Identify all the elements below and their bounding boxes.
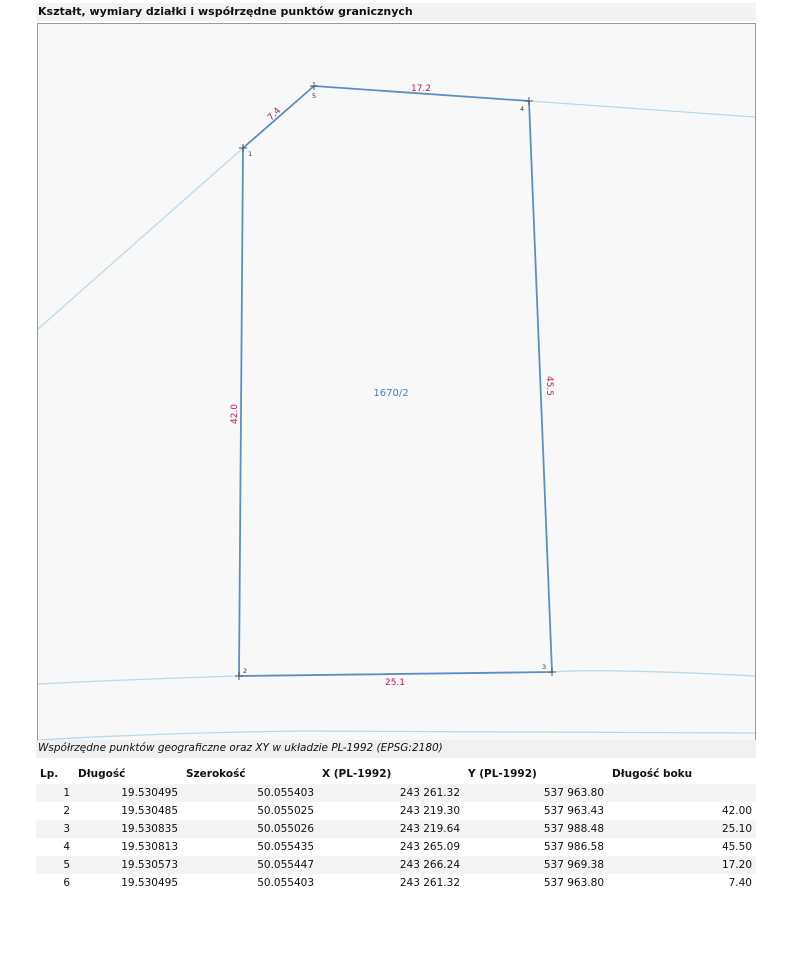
cell-lp: 4 xyxy=(63,841,70,853)
side-length-4-5: 17.2 xyxy=(410,84,432,94)
cell-x: 243 265.09 xyxy=(399,841,460,853)
point-label-5: 5 xyxy=(312,92,317,100)
cell-lp: 3 xyxy=(36,820,74,838)
cell-lp: 5 xyxy=(36,856,74,874)
point-marker-4[interactable] xyxy=(525,97,533,105)
coordinates-caption: Współrzędne punktów geograficzne oraz XY w układzie PL-1992 (EPSG:2180) xyxy=(38,742,443,754)
table-row xyxy=(36,856,756,874)
cell-side-length xyxy=(608,784,756,802)
cell-longitude: 19.530573 xyxy=(74,856,182,874)
table-row xyxy=(36,802,756,820)
cell-x: 243 266.24 xyxy=(318,856,464,874)
cell-longitude: 19.530813 xyxy=(121,841,178,853)
point-markers xyxy=(235,82,556,680)
cell-x: 243 219.30 xyxy=(399,805,460,817)
section-title: Kształt, wymiary działki i współrzędne punktów granicznych xyxy=(38,5,413,18)
side-length-5-1: 7.4 xyxy=(265,105,284,124)
point-label-4: 4 xyxy=(520,105,525,113)
cell-side-length: 7.40 xyxy=(728,877,752,889)
header-y: Y (PL-1992) xyxy=(468,768,537,780)
cell-y: 537 988.48 xyxy=(464,820,608,838)
header-lp: Lp. xyxy=(40,768,59,780)
header-longitude: Długość xyxy=(78,768,126,780)
parcel-outline[interactable] xyxy=(239,86,552,676)
table-header-row xyxy=(36,764,756,784)
cell-y: 537 963.80 xyxy=(543,877,604,889)
coordinates-caption-bar xyxy=(36,740,756,758)
point-label-3: 3 xyxy=(542,663,547,671)
point-marker-2[interactable] xyxy=(235,672,243,680)
parcel-number-label: 1670/2 xyxy=(373,388,409,399)
cell-x: 243 261.32 xyxy=(399,877,460,889)
cell-longitude: 19.530485 xyxy=(121,805,178,817)
coordinates-table xyxy=(36,764,756,892)
cell-y: 537 963.43 xyxy=(543,805,604,817)
neighbour-line-west xyxy=(38,148,243,329)
parcel-map[interactable] xyxy=(37,23,756,741)
cell-y: 537 969.38 xyxy=(464,856,608,874)
cell-longitude: 19.530495 xyxy=(74,784,182,802)
point-label-1: 1 xyxy=(248,150,253,158)
cell-x: 243 219.64 xyxy=(318,820,464,838)
neighbour-boundaries xyxy=(38,101,755,740)
table-row xyxy=(36,874,756,892)
cell-longitude: 19.530835 xyxy=(74,820,182,838)
map-canvas xyxy=(38,24,755,740)
point-marker-3[interactable] xyxy=(548,668,556,676)
cell-side-length: 45.50 xyxy=(721,841,752,853)
cell-longitude: 19.530495 xyxy=(121,877,178,889)
cell-lp: 1 xyxy=(36,784,74,802)
cell-x: 243 261.32 xyxy=(318,784,464,802)
table-row xyxy=(36,838,756,856)
cell-latitude: 50.055447 xyxy=(182,856,318,874)
cell-latitude: 50.055403 xyxy=(182,784,318,802)
table-row xyxy=(36,784,756,802)
cell-latitude: 50.055026 xyxy=(182,820,318,838)
table-row xyxy=(36,820,756,838)
cell-lp: 2 xyxy=(63,805,70,817)
cell-y: 537 963.80 xyxy=(464,784,608,802)
cell-side-length: 17.20 xyxy=(608,856,756,874)
side-length-3-4: 45.5 xyxy=(544,375,554,397)
header-latitude: Szerokość xyxy=(186,768,246,780)
cell-latitude: 50.055435 xyxy=(257,841,314,853)
cell-side-length: 25.10 xyxy=(608,820,756,838)
side-length-2-3: 25.1 xyxy=(384,678,406,688)
cell-side-length: 42.00 xyxy=(721,805,752,817)
neighbour-line-bottom xyxy=(38,731,755,740)
cell-latitude: 50.055403 xyxy=(257,877,314,889)
header-side-length: Długość boku xyxy=(612,768,693,780)
point-label-2: 2 xyxy=(243,667,248,675)
section-title-bar xyxy=(36,3,756,21)
neighbour-line-east xyxy=(529,101,755,117)
side-length-1-2: 42.0 xyxy=(230,403,240,425)
cell-y: 537 986.58 xyxy=(543,841,604,853)
cell-latitude: 50.055025 xyxy=(257,805,314,817)
cell-lp: 6 xyxy=(63,877,70,889)
header-x: X (PL-1992) xyxy=(322,768,392,780)
